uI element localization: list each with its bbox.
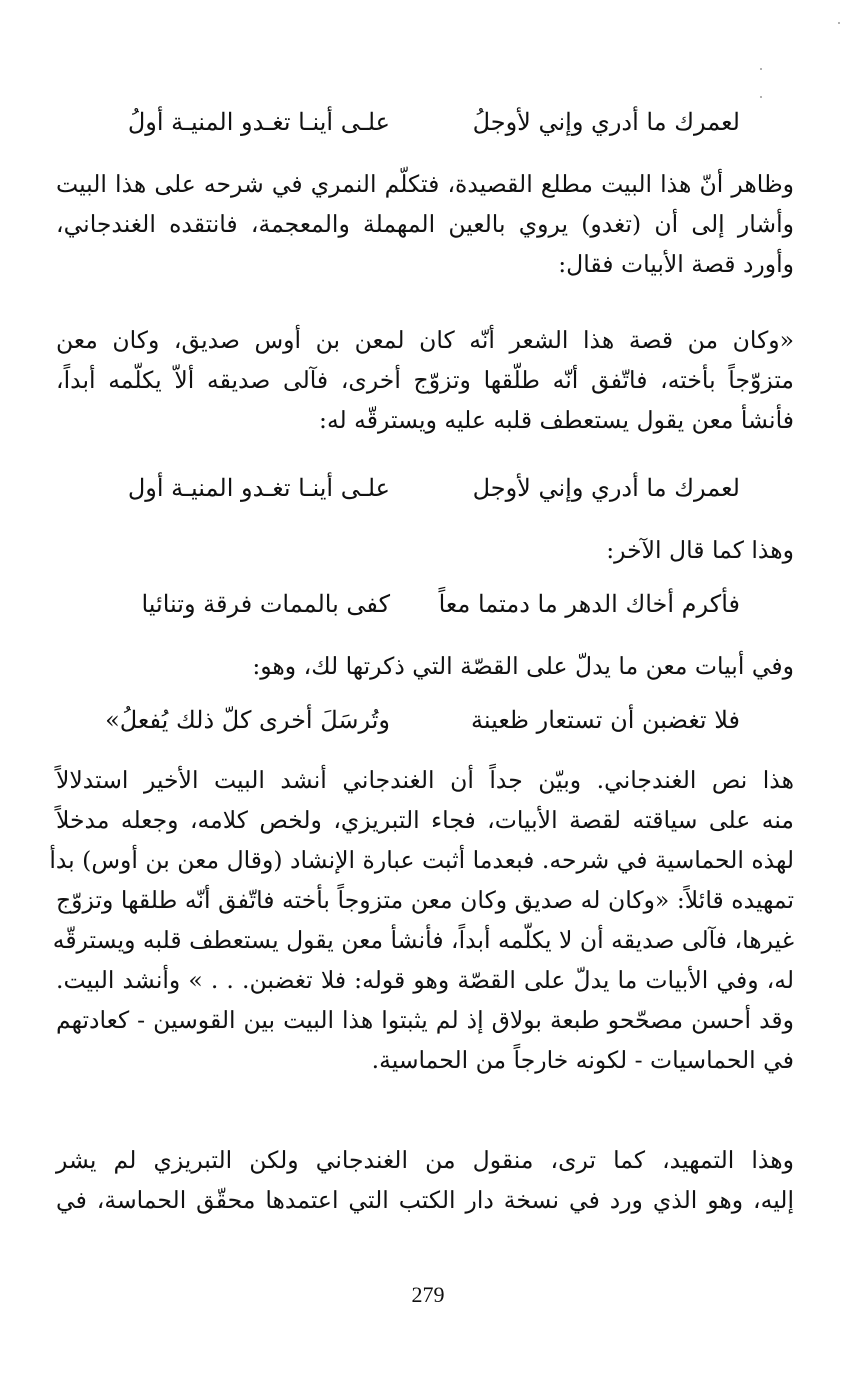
text-line: غيرها، فآلى صديقه أن لا يكلّمه أبداً، فأنشأ معن يقول يستعطف قلبه ويسترقّه — [52, 926, 794, 954]
scan-speck — [760, 96, 762, 98]
text-line: منه على سياقته لقصة الأبيات، فجاء التبريزي، ولخص كلامه، وجعله مدخلاً — [56, 806, 794, 834]
scan-speck — [760, 68, 762, 70]
page-number: 279 — [411, 1282, 445, 1307]
verse-hemistich-first: فلا تغضبن أن تستعار ظعينة — [470, 706, 740, 734]
verse-hemistich-second: علـى أينـا تغـدو المنيـة أول — [127, 474, 390, 502]
verse-1 — [100, 104, 740, 140]
text-line: وأشار إلى أن (تغدو) يروي بالعين المهملة والمعجمة، فانتقده الغندجاني، — [56, 210, 794, 238]
text-line: له، وفي الأبيات ما يدلّ على القصّة وهو قوله: فلا تغضبن. . . » وأنشد البيت. — [56, 966, 794, 994]
text-line: لهذه الحماسية في شرحه. فبعدما أثبت عبارة الإنشاد (وقال معن بن أوس) بدأ — [49, 846, 794, 874]
verse-hemistich-second: كفى بالممات فرقة وتنائيا — [141, 590, 390, 618]
line-wahadha — [56, 530, 794, 570]
text-line: وأورد قصة الأبيات فقال: — [558, 250, 794, 278]
verse-3 — [100, 586, 740, 622]
verse-4 — [100, 702, 740, 738]
text-line: هذا نص الغندجاني. وبيّن جداً أن الغندجاني أنشد البيت الأخير استدلالاً — [56, 766, 794, 794]
line-wafi — [56, 646, 794, 686]
verse-hemistich-first: فأكرم أخاك الدهر ما دمتما معاً — [438, 590, 740, 618]
paragraph-4 — [56, 1140, 794, 1220]
paragraph-3 — [49, 760, 794, 1080]
scan-speck — [838, 22, 840, 24]
verse-hemistich-first: لعمرك ما أدري وإني لأوجلُ — [472, 108, 740, 136]
text-line: متزوّجاً بأخته، فاتّفق أنّه طلّقها وتزوّج أخرى، فآلى صديقه ألاّ يكلّمه أبداً، — [56, 366, 794, 394]
verse-hemistich-first: لعمرك ما أدري وإني لأوجل — [472, 474, 740, 502]
paragraph-2-quote — [56, 320, 794, 440]
text-line: «وكان من قصة هذا الشعر أنّه كان لمعن بن أوس صديق، وكان معن — [56, 326, 794, 354]
text-line: إليه، وهو الذي ورد في نسخة دار الكتب التي اعتمدها محقّق الحماسة، في — [56, 1186, 794, 1214]
verse-hemistich-second: وتُرسَلَ أخرى كلّ ذلك يُفعلُ» — [105, 706, 390, 734]
verse-hemistich-second: علـى أينـا تغـدو المنيـة أولُ — [127, 108, 390, 136]
text-line: تمهيده قائلاً: «وكان له صديق وكان معن متزوجاً بأخته فاتّفق أنّه طلقها وتزوّج — [56, 886, 794, 914]
text-line: فأنشأ معن يقول يستعطف قلبه عليه ويسترقّه له: — [319, 406, 794, 434]
text-line: وهذا كما قال الآخر: — [606, 536, 794, 564]
text-line: وظاهر أنّ هذا البيت مطلع القصيدة، فتكلّم النمري في شرحه على هذا البيت — [56, 170, 794, 198]
text-line: في الحماسيات - لكونه خارجاً من الحماسية. — [371, 1046, 794, 1074]
text-line: وهذا التمهيد، كما ترى، منقول من الغندجاني ولكن التبريزي لم يشر — [56, 1146, 794, 1174]
text-line: وفي أبيات معن ما يدلّ على القصّة التي ذكرتها لك، وهو: — [252, 652, 794, 680]
paragraph-1 — [56, 164, 794, 284]
text-line: وقد أحسن مصحّحو طبعة بولاق إذ لم يثبتوا هذا البيت بين القوسين - كعادتهم — [56, 1006, 794, 1034]
verse-2 — [100, 470, 740, 506]
